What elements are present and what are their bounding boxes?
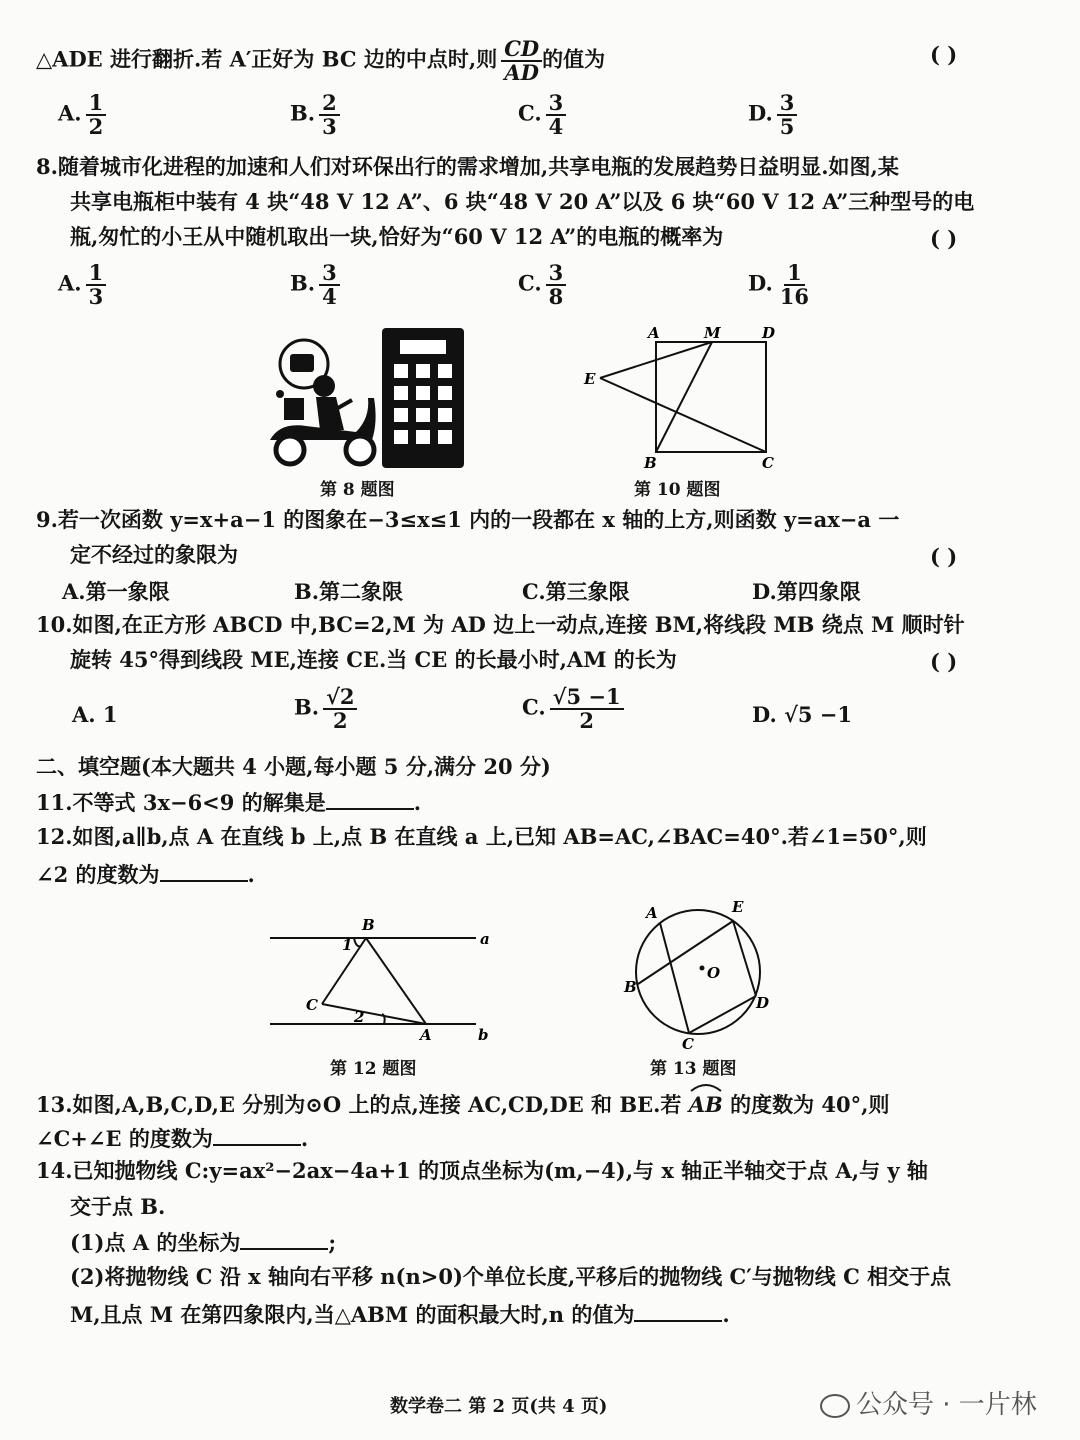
figure-8-illustration <box>260 322 470 470</box>
label-c: C <box>682 1035 694 1052</box>
label-angle-2: 2 <box>354 1008 365 1026</box>
label-c: C <box>762 454 774 472</box>
q14-line5: M,且点 M 在第四象限内,当△ABM 的面积最大时,n 的值为 . <box>70 1298 730 1330</box>
label-line-a: a <box>480 930 490 948</box>
label-a: A <box>648 324 660 342</box>
label-b: B <box>624 978 637 996</box>
q9-option-b: B.第二象限 <box>294 579 404 604</box>
rider-body <box>316 397 344 430</box>
figure-13-diagram <box>610 892 790 1052</box>
delivery-box <box>284 398 304 420</box>
label-b: B <box>644 454 657 472</box>
scooter-wheel-front <box>346 436 374 464</box>
q7-answer-paren: ( ) <box>930 42 958 67</box>
arc-ab: AB <box>689 1084 723 1120</box>
q12-line1: 12.如图,a∥b,点 A 在直线 b 上,点 B 在直线 a 上,已知 AB=AC,∠BAC=40°.若∠1=50°,则 <box>36 824 927 849</box>
q10-line1: 10.如图,在正方形 ABCD 中,BC=2,M 为 AD 边上一动点,连接 BM,将线段 MB 绕点 M 顺时针 <box>36 612 965 637</box>
label-o: O <box>707 964 721 982</box>
q8-option-a: A. $\frac{1}{3}$ <box>58 262 106 308</box>
q8-line2: 共享电瓶柜中装有 4 块“48 V 12 A”、6 块“48 V 20 A”以及 6 块“60 V 12 A”三种型号的电 <box>70 189 975 214</box>
figure-13-caption: 第 13 题图 <box>650 1059 737 1079</box>
q7-option-d: D. $\frac{3}{5}$ <box>748 92 797 138</box>
q9-option-d: D.第四象限 <box>752 579 861 604</box>
label-angle-1: 1 <box>342 936 353 954</box>
q10-option-a: A. 1 <box>72 702 118 727</box>
q7-fraction: $\frac{CD}{AD}$ <box>501 38 542 84</box>
label-a: A <box>420 1026 432 1044</box>
segment-bm <box>656 342 712 452</box>
label-d: D <box>762 324 776 342</box>
q8-option-c: C. $\frac{3}{8}$ <box>518 262 566 308</box>
label-c: C <box>306 996 318 1014</box>
segment-ca <box>322 1004 426 1024</box>
q12-line2: ∠2 的度数为 . <box>36 858 255 890</box>
q8-answer-paren: ( ) <box>930 226 958 251</box>
page-footer: 数学卷二 第 2 页(共 4 页) <box>390 1396 608 1417</box>
arc-icon <box>689 1082 723 1092</box>
q8-option-b: B. $\frac{3}{4}$ <box>290 262 340 308</box>
q7-option-a: A. $\frac{1}{2}$ <box>58 92 106 138</box>
q11-line: 11.不等式 3x−6<9 的解集是 . <box>36 786 421 818</box>
figure-10-caption: 第 10 题图 <box>634 480 721 500</box>
label-line-b: b <box>478 1026 489 1044</box>
label-e: E <box>584 370 596 388</box>
q13-line2: ∠C+∠E 的度数为 . <box>36 1122 308 1154</box>
q11-answer-blank[interactable] <box>326 786 414 810</box>
q14-part1-blank[interactable] <box>240 1226 328 1250</box>
figure-12-caption: 第 12 题图 <box>330 1059 417 1079</box>
label-b: B <box>362 916 375 934</box>
q13-line1: 13.如图,A,B,C,D,E 分别为⊙O 上的点,连接 AC,CD,DE 和 BE.若 AB 的度数为 40°,则 <box>36 1084 889 1120</box>
q10-option-c: C. $\frac{√5 -1}{2}$ <box>522 686 624 732</box>
q13-answer-blank[interactable] <box>213 1122 301 1146</box>
wechat-icon <box>820 1394 850 1418</box>
label-d: D <box>756 994 770 1012</box>
q7-option-c: C. $\frac{3}{4}$ <box>518 92 566 138</box>
q9-option-a: A.第一象限 <box>62 579 170 604</box>
segment-ab <box>366 938 426 1024</box>
q8-line3: 瓶,匆忙的小王从中随机取出一块,恰好为“60 V 12 A”的电瓶的概率为 <box>70 224 724 249</box>
label-e: E <box>732 898 744 916</box>
q8-option-d: D. $\frac{1}{16}$ <box>748 260 810 310</box>
q7-option-b: B. $\frac{2}{3}$ <box>290 92 340 138</box>
q14-line3: (1)点 A 的坐标为 ; <box>70 1226 336 1258</box>
section-2-heading: 二、填空题(本大题共 4 小题,每小题 5 分,满分 20 分) <box>36 754 551 779</box>
scooter-wheel-back <box>276 436 304 464</box>
label-a: A <box>646 904 658 922</box>
q9-line2: 定不经过的象限为 <box>70 542 238 567</box>
q10-option-d: D. √5 −1 <box>752 702 853 727</box>
label-m: M <box>704 324 721 342</box>
rider-head <box>313 375 335 397</box>
figure-12-diagram <box>262 912 502 1052</box>
q14-line4: (2)将抛物线 C 沿 x 轴向右平移 n(n>0)个单位长度,平移后的抛物线 C′与抛物线 C 相交于点 <box>70 1264 952 1289</box>
q10-option-b: B. $\frac{√2}{2}$ <box>294 686 357 732</box>
q9-answer-paren: ( ) <box>930 544 958 569</box>
square-abcd <box>656 342 766 452</box>
battery-icon <box>290 354 314 372</box>
watermark: 公众号 · 一片林 <box>820 1384 1037 1421</box>
segment-ce <box>600 378 766 452</box>
figure-10-diagram <box>570 322 800 472</box>
q14-part2-blank[interactable] <box>634 1298 722 1322</box>
q7-stem: △ADE 进行翻折.若 A′正好为 BC 边的中点时,则 $\frac{CD}{AD}$ 的值为 <box>36 36 606 86</box>
q9-line1: 9.若一次函数 y=x+a−1 的图象在−3≤x≤1 内的一段都在 x 轴的上方,则函数 y=ax−a 一 <box>36 507 900 532</box>
figure-8-caption: 第 8 题图 <box>320 480 395 500</box>
q8-line1: 8.随着城市化进程的加速和人们对环保出行的需求增加,共享电瓶的发展趋势日益明显.如图,某 <box>36 154 899 179</box>
q14-line1: 14.已知抛物线 C:y=ax²−2ax−4a+1 的顶点坐标为(m,−4),与 x 轴正半轴交于点 A,与 y 轴 <box>36 1158 928 1183</box>
q10-answer-paren: ( ) <box>930 649 958 674</box>
q9-option-c: C.第三象限 <box>522 579 630 604</box>
segment-ac <box>660 923 689 1033</box>
q10-line2: 旋转 45°得到线段 ME,连接 CE.当 CE 的长最小时,AM 的长为 <box>70 647 677 672</box>
q12-answer-blank[interactable] <box>160 858 248 882</box>
segment-cd <box>689 996 756 1033</box>
q14-line2: 交于点 B. <box>70 1194 166 1219</box>
